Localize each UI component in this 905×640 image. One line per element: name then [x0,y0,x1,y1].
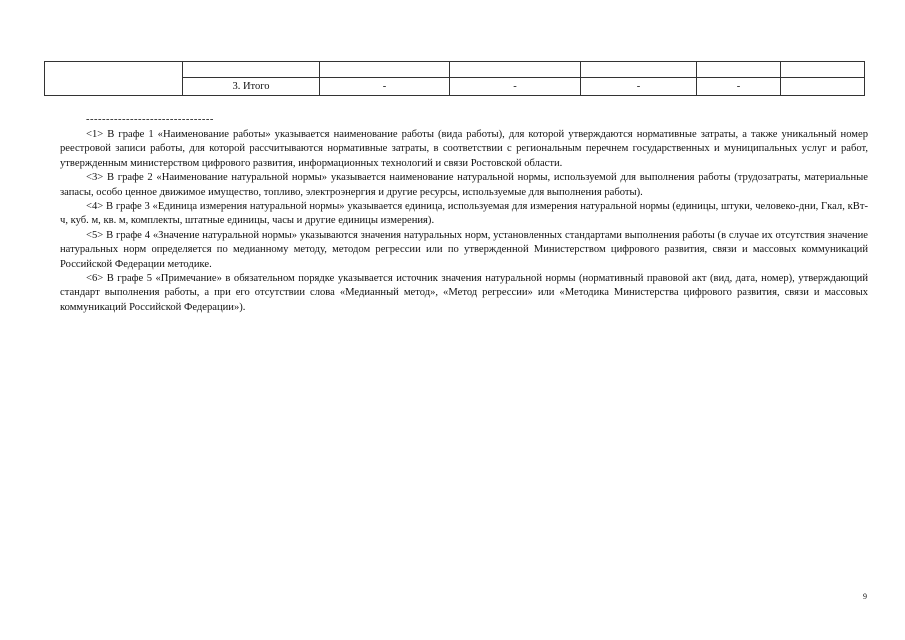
table-cell [450,62,581,78]
footnote-5: <5> В графе 4 «Значение натуральной нормы» указываются значения натуральных норм, установленных стандартами выполнения работы (в случае их отсутствия значение натуральных норм определяется по медианному методу, методом регрессии или по утвержденной Министерством цифрового развития, связи и массовых коммуникаций Российской Федерации методике. [60,229,868,270]
table-cell [697,62,781,78]
table-cell [781,62,865,78]
total-label: 3. Итого [183,78,320,96]
table-cell: - [581,78,697,96]
footnote-4: <4> В графе 3 «Единица измерения натуральной нормы» указывается единица, используемая для измерения натуральной нормы (единицы, штуки, человеко-дни, Гкал, кВт-ч, куб. м, кв. м, комплекты, штатные единицы, часы и другие единицы измерения). [60,201,868,227]
table-row-empty [45,62,865,78]
table-cell [781,78,865,96]
table-cell [581,62,697,78]
table-cell [183,62,320,78]
table-cell [320,62,450,78]
footnote-6: <6> В графе 5 «Примечание» в обязательном порядке указывается источник значения натуральной нормы (нормативный правовой акт (вид, дата, номер), утверждающий стандарт выполнения работы, а при его отсутствии слова «Медианный метод», «Метод регрессии» или «Методика Министерства цифрового развития, связи и массовых коммуникаций Российской Федерации»). [60,273,868,313]
page-number: 9 [863,592,867,601]
table-cell: - [450,78,581,96]
norms-table [44,61,865,96]
footnote-1: <1> В графе 1 «Наименование работы» указывается наименование работы (вида работы), для которой утверждаются нормативные затраты, а также уникальный номер реестровой записи работы, для которой рассчитываются нормативные затраты, в соответствии с региональным перечнем государственных и муниципальных услуг и работ, утвержденным министерством цифрового развития, информационных технологий и связи Ростовской области. [60,129,868,169]
table-cell: - [697,78,781,96]
footnotes [60,128,868,315]
table-cell-work-name [45,62,183,96]
table-cell: - [320,78,450,96]
footnote-separator: -------------------------------- [86,114,214,125]
footnote-3: <3> В графе 2 «Наименование натуральной нормы» указывается наименование натуральной нормы, используемой для выполнения работы (трудозатраты, материальные запасы, особо ценное движимое имущество, топливо, электроэнергия и другие ресурсы, используемые для выполнения работы). [60,172,868,198]
